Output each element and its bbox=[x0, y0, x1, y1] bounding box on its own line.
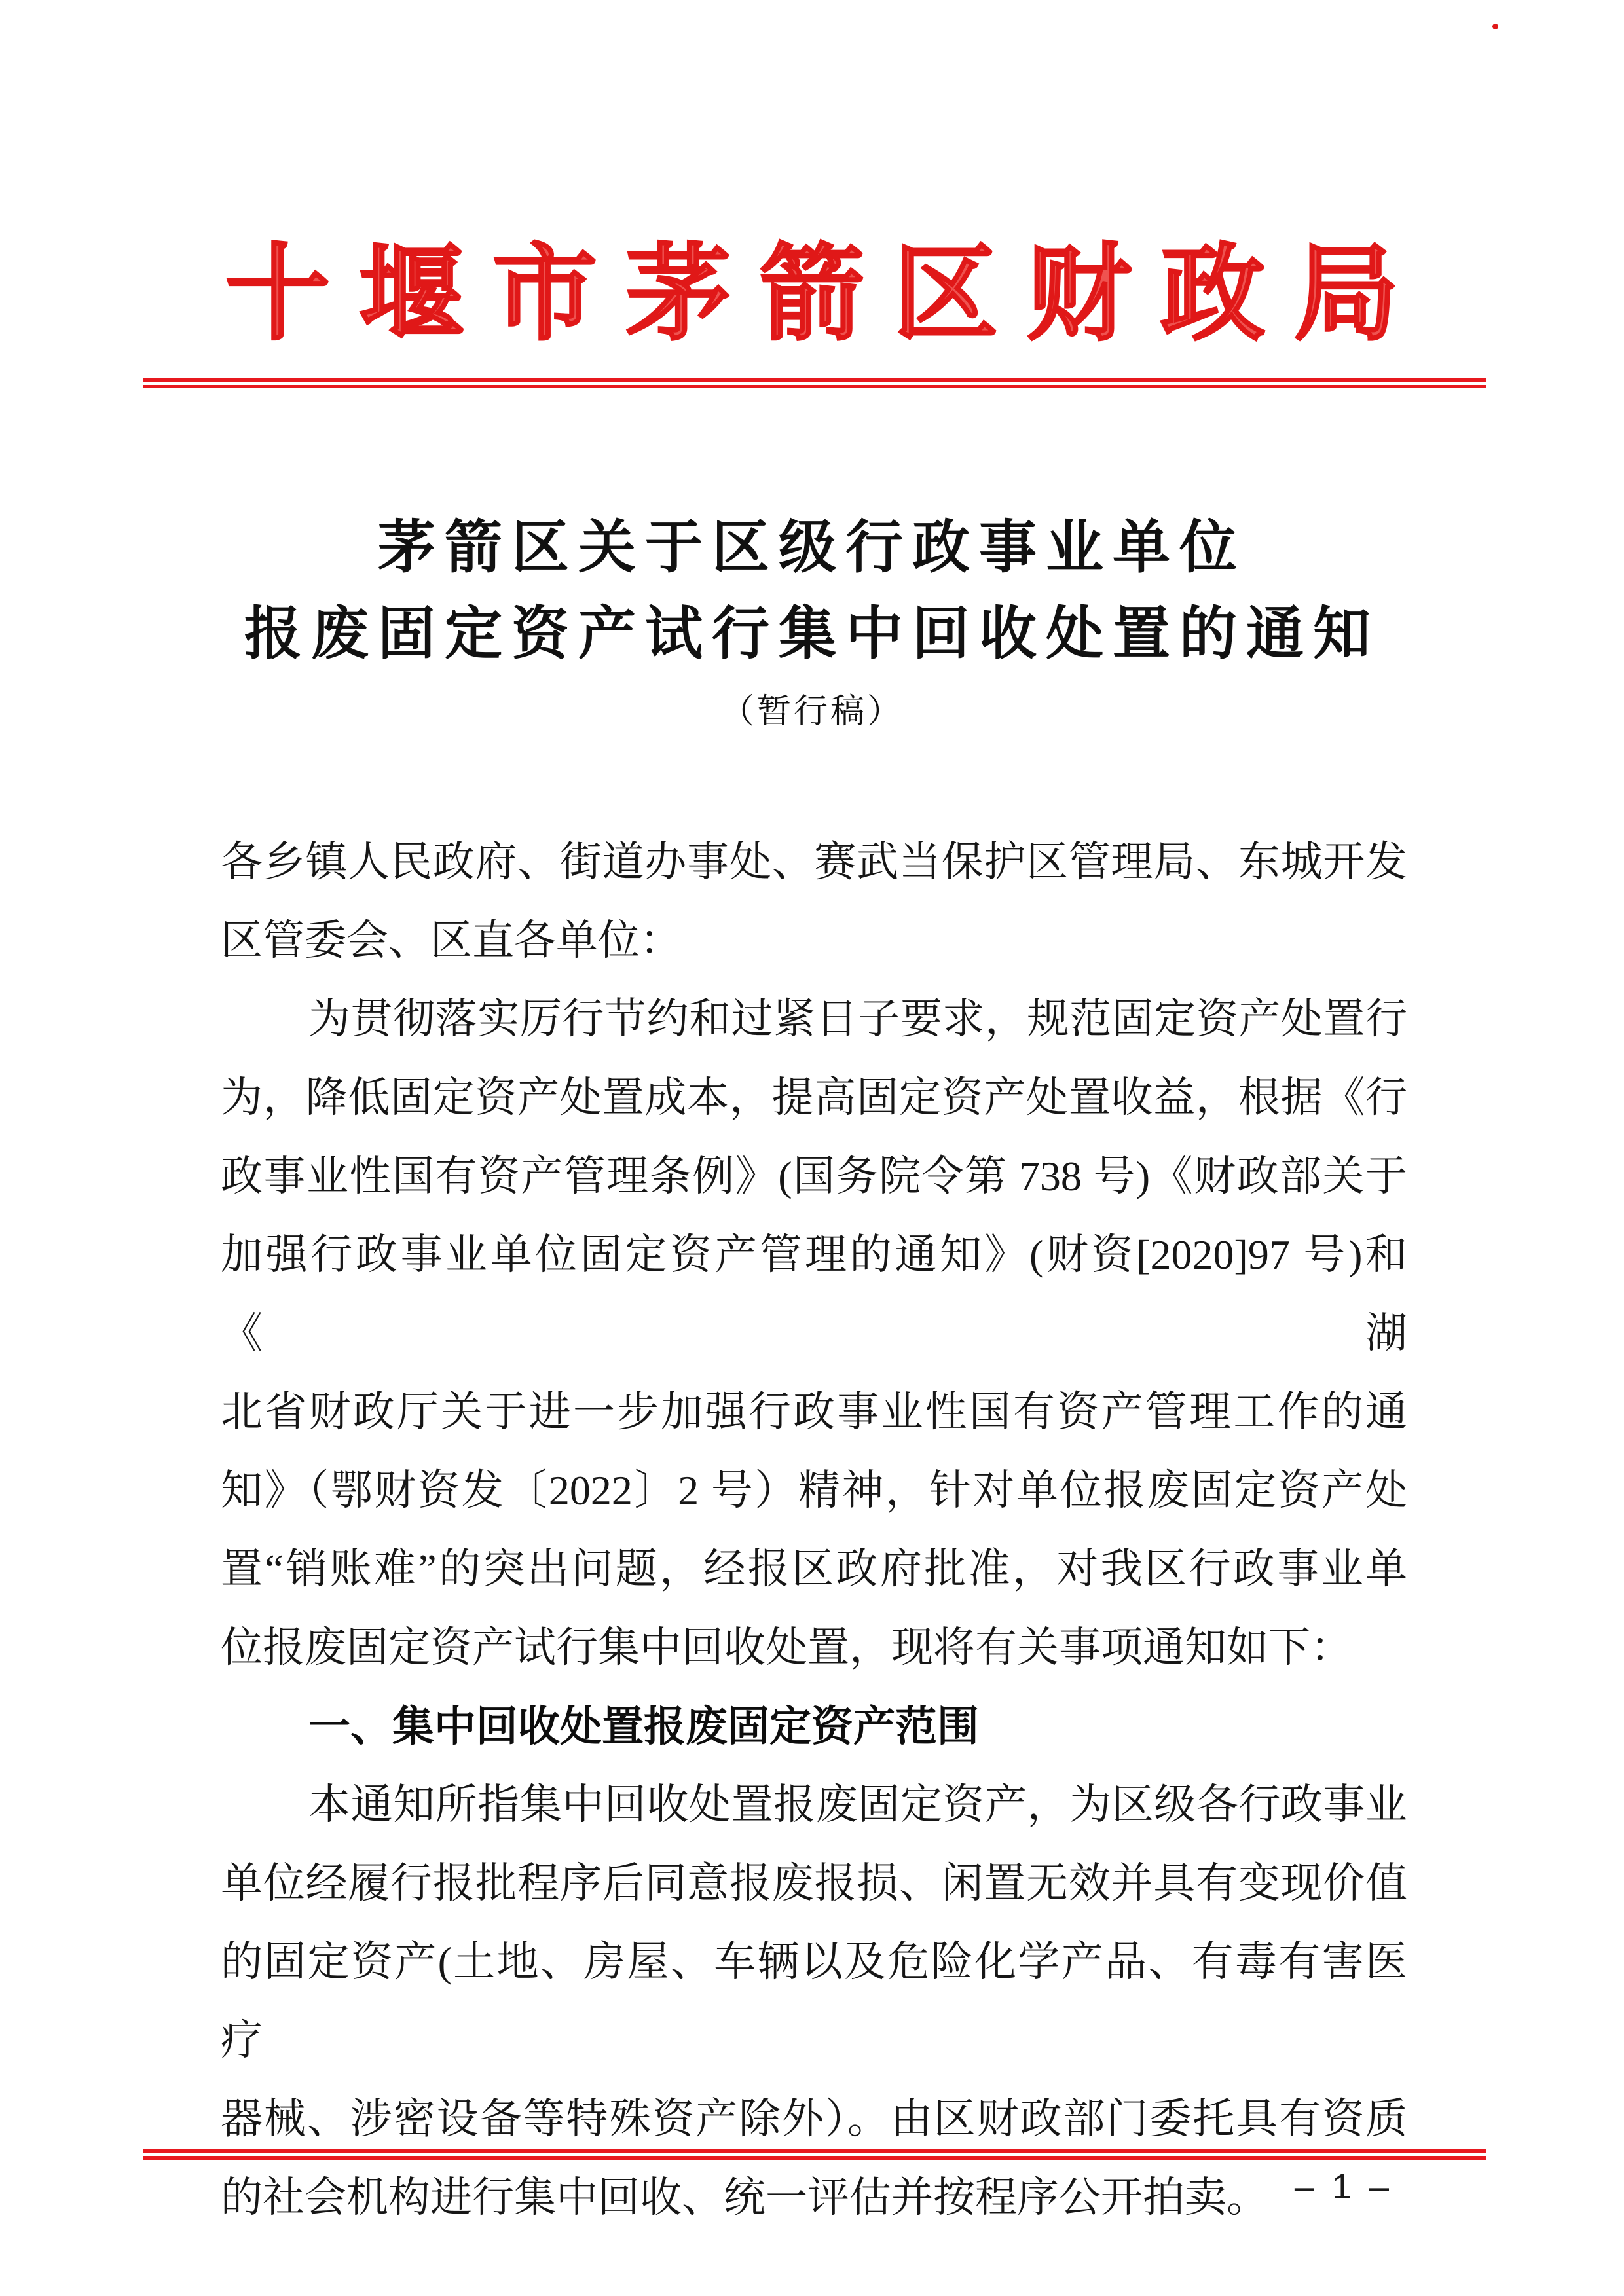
document-title bbox=[0, 505, 1624, 678]
body-line: 知》（鄂财资发〔2022〕2 号）精神，针对单位报废固定资产处 bbox=[221, 1467, 1407, 1514]
footer-rule-top bbox=[143, 2149, 1486, 2153]
body-line: 政事业性国有资产管理条例》(国务院令第 738 号)《财政部关于 bbox=[221, 1153, 1407, 1199]
document-title-line1: 茅箭区关于区级行政事业单位 bbox=[377, 517, 1246, 580]
body-line: 位报废固定资产试行集中回收处置，现将有关事项通知如下： bbox=[221, 1624, 1352, 1671]
page-number: – 1 – bbox=[1294, 2167, 1393, 2206]
body-line: 器械、涉密设备等特殊资产除外）。由区财政部门委托具有资质 bbox=[221, 2096, 1407, 2142]
body-line: 置“销账难”的突出问题，经报区政府批准，对我区行政事业单 bbox=[221, 1546, 1407, 1592]
body-line: 的社会机构进行集中回收、统一评估并按程序公开拍卖。 bbox=[221, 2174, 1268, 2221]
body-line: 北省财政厅关于进一步加强行政事业性国有资产管理工作的通 bbox=[221, 1389, 1407, 1435]
body-line: 各乡镇人民政府、街道办事处、赛武当保护区管理局、东城开发 bbox=[221, 839, 1407, 885]
header-rule-thick bbox=[143, 378, 1486, 382]
body-line: 为贯彻落实厉行节约和过紧日子要求，规范固定资产处置行 bbox=[308, 996, 1407, 1042]
scan-artifact-dot bbox=[1492, 24, 1498, 29]
body-line: 加强行政事业单位固定资产管理的通知》(财资[2020]97 号)和《湖 bbox=[221, 1231, 1407, 1357]
footer-rule-bottom bbox=[143, 2156, 1486, 2160]
body-line: 的固定资产(土地、房屋、车辆以及危险化学产品、有毒有害医疗 bbox=[221, 1939, 1407, 2064]
document-subtitle: （暂行稿） bbox=[720, 693, 904, 731]
header-rule-thin bbox=[143, 385, 1486, 388]
agency-header-title: 十堰市茅箭区财政局 bbox=[225, 236, 1428, 353]
document-body bbox=[221, 823, 1407, 2237]
body-line: 为，降低固定资产处置成本，提高固定资产处置收益，根据《行 bbox=[221, 1074, 1407, 1121]
section-heading: 一、集中回收处置报废固定资产范围 bbox=[308, 1703, 979, 1750]
body-line: 本通知所指集中回收处置报废固定资产，为区级各行政事业 bbox=[308, 1781, 1407, 1828]
body-line: 单位经履行报批程序后同意报废报损、闲置无效并具有变现价值 bbox=[221, 1860, 1407, 1906]
document-title-line2: 报废固定资产试行集中回收处置的通知 bbox=[244, 603, 1380, 666]
body-line: 区管委会、区直各单位： bbox=[221, 917, 682, 964]
